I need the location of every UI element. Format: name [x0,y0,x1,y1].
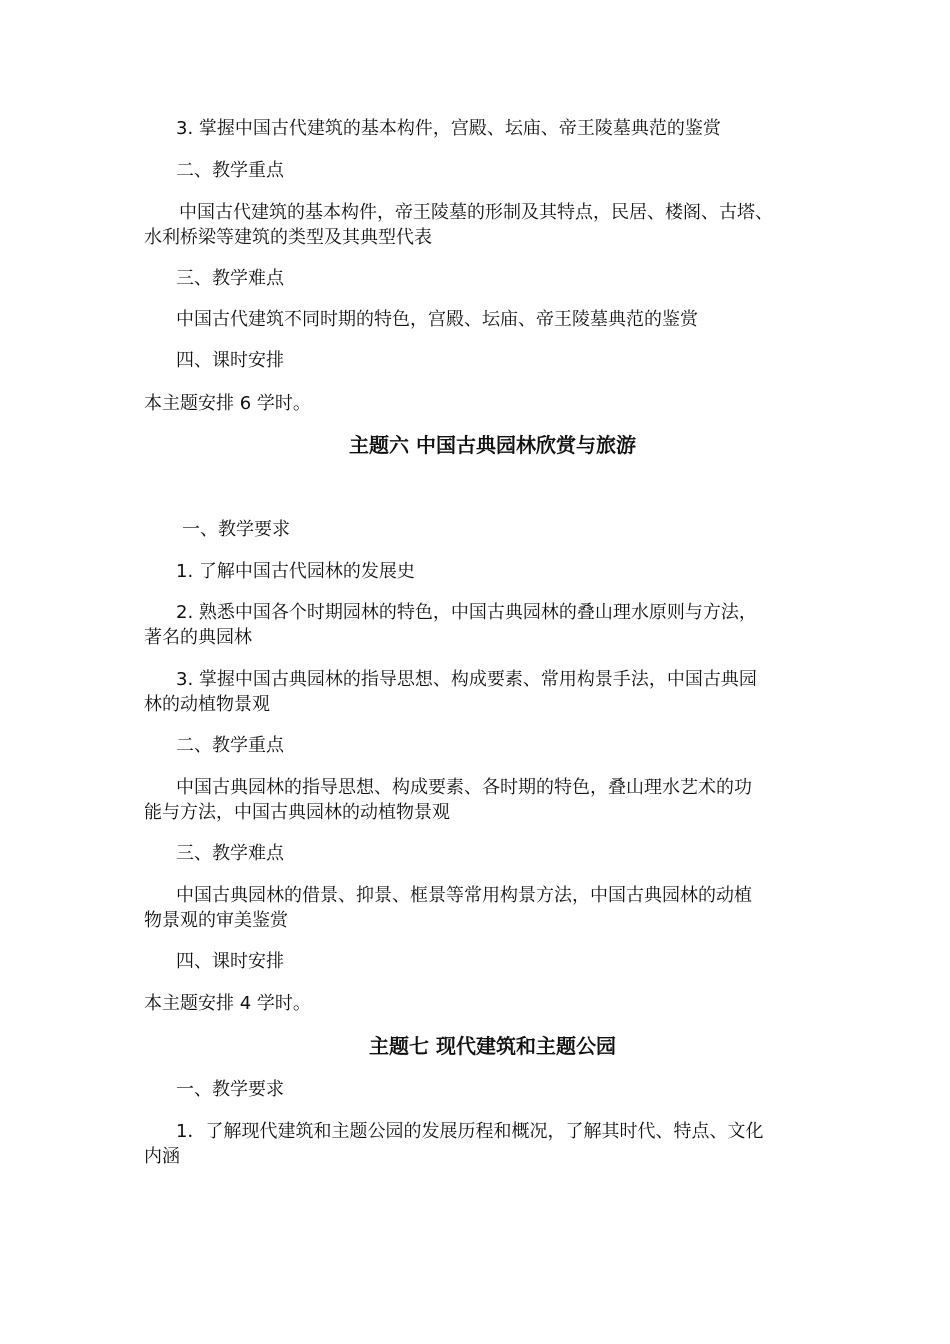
topic-6-requirement-2-line1: 2. 熟悉中国各个时期园林的特色，中国古典园林的叠山理水原则与方法， [176,602,757,623]
difficulties-text: 中国古代建筑不同时期的特色，宫殿、坛庙、帝王陵墓典范的鉴赏 [176,309,698,330]
topic-7-requirement-1-line1: 1．了解现代建筑和主题公园的发展历程和概况，了解其时代、特点、文化 [176,1121,764,1142]
hours-heading: 四、课时安排 [176,350,284,371]
topic-6-title: 主题六 中国古典园林欣赏与旅游 [349,433,636,457]
topic-6-hours-heading: 四、课时安排 [176,951,284,972]
topic-6-key-points-line2: 能与方法，中国古典园林的动植物景观 [144,802,450,823]
topic-7-title: 主题七 现代建筑和主题公园 [369,1034,616,1058]
key-points-heading: 二、教学重点 [176,160,284,181]
topic-7-requirement-1-line2: 内涵 [144,1146,180,1167]
topic-7-requirements-heading: 一、教学要求 [176,1079,284,1100]
topic-6-difficulties-heading: 三、教学难点 [176,843,284,864]
topic-6-requirements-heading: 一、教学要求 [182,519,290,540]
requirement-3-text: 3. 掌握中国古代建筑的基本构件，宫殿、坛庙、帝王陵墓典范的鉴赏 [176,118,721,139]
topic-6-key-points-heading: 二、教学重点 [176,735,284,756]
topic-6-requirement-2-line2: 著名的典园林 [144,627,252,648]
topic-6-requirement-3-line1: 3. 掌握中国古典园林的指导思想、构成要素、常用构景手法，中国古典园 [176,669,757,690]
hours-text: 本主题安排 6 学时。 [144,393,311,414]
topic-6-requirement-1: 1. 了解中国古代园林的发展史 [176,561,415,582]
topic-6-difficulties-line1: 中国古典园林的借景、抑景、框景等常用构景方法，中国古典园林的动植 [176,885,752,906]
key-points-text-line1: 中国古代建筑的基本构件，帝王陵墓的形制及其特点，民居、楼阁、古塔、 [179,202,773,223]
key-points-text-line2: 水利桥梁等建筑的类型及其典型代表 [144,227,432,248]
topic-6-difficulties-line2: 物景观的审美鉴赏 [144,910,288,931]
topic-6-requirement-3-line2: 林的动植物景观 [144,694,270,715]
topic-6-hours-text: 本主题安排 4 学时。 [144,993,311,1014]
difficulties-heading: 三、教学难点 [176,268,284,289]
topic-6-key-points-line1: 中国古典园林的指导思想、构成要素、各时期的特色，叠山理水艺术的功 [176,777,752,798]
